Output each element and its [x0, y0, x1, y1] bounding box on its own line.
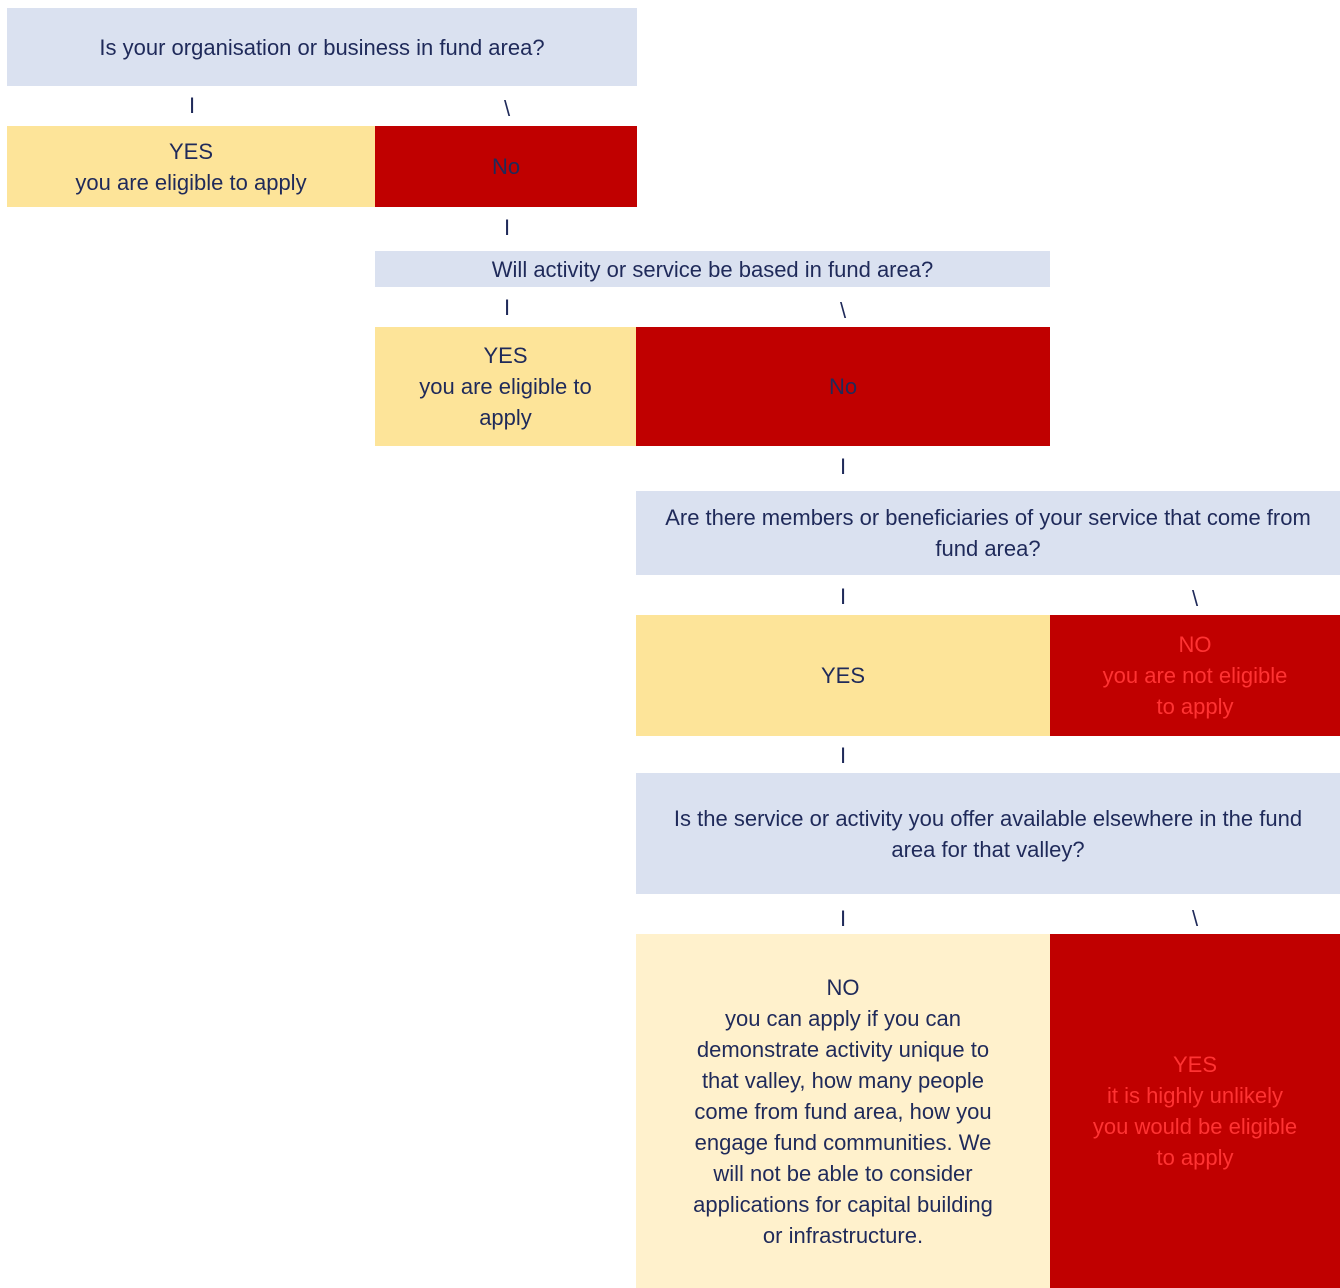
question-2: Will activity or service be based in fund area? — [375, 251, 1050, 287]
connector-yes-2: I — [503, 295, 511, 320]
connector-yes-3: I — [839, 584, 847, 609]
answer-2-yes: YES you are eligible to apply — [375, 327, 636, 446]
connector-no-2: \ — [839, 298, 847, 323]
connector-yes-4: I — [839, 906, 847, 931]
answer-3-yes: YES — [636, 615, 1050, 736]
connector-no-3: \ — [1191, 586, 1199, 611]
answer-1-no: No — [375, 126, 637, 207]
connector-yes-1: I — [188, 93, 196, 118]
answer-3-no: NO you are not eligible to apply — [1050, 615, 1340, 736]
connector-down-3: I — [839, 743, 847, 768]
answer-4-no: NO you can apply if you can demonstrate activity unique to that valley, how many people come from fund area, how you engage fund communities. We will not be able to consider applications for capital building or infrastructure. — [636, 934, 1050, 1288]
connector-no-4: \ — [1191, 906, 1199, 931]
connector-down-2: I — [839, 454, 847, 479]
question-3: Are there members or beneficiaries of your service that come from fund area? — [636, 491, 1340, 575]
answer-4-yes: YES it is highly unlikely you would be eligible to apply — [1050, 934, 1340, 1288]
question-4: Is the service or activity you offer available elsewhere in the fund area for that valley? — [636, 773, 1340, 894]
connector-no-1: \ — [503, 96, 511, 121]
connector-down-1: I — [503, 215, 511, 240]
answer-1-yes: YES you are eligible to apply — [7, 126, 375, 207]
answer-2-no: No — [636, 327, 1050, 446]
question-1: Is your organisation or business in fund area? — [7, 8, 637, 86]
